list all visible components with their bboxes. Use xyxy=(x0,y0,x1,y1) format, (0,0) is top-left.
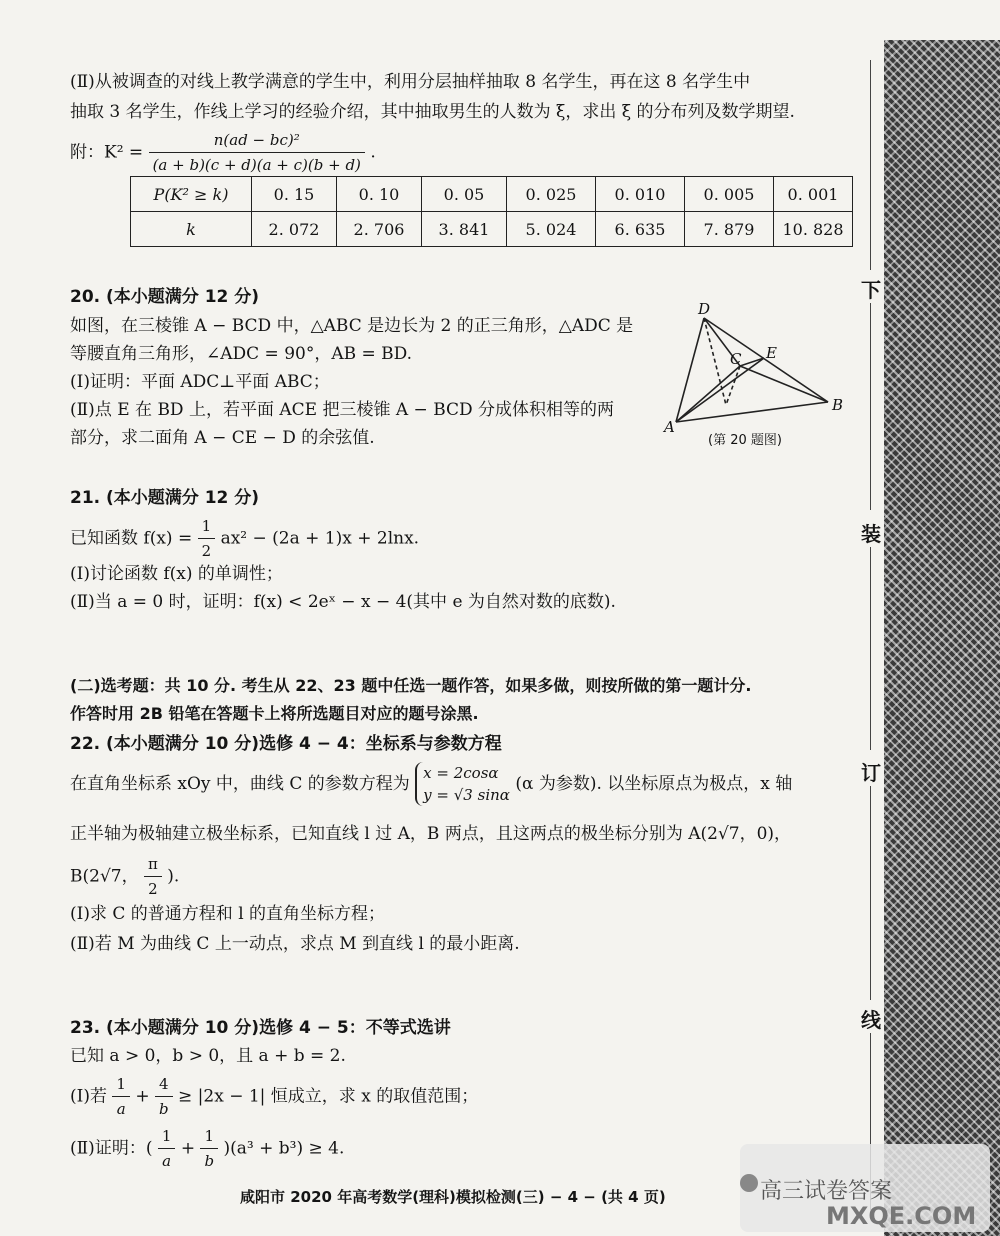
binding-line xyxy=(870,60,871,270)
q22-line3-a: B(2√7， xyxy=(70,866,139,887)
fraction-pi-over-2 xyxy=(144,852,162,901)
table-cell: 0. 010 xyxy=(596,177,685,212)
q23-p2-b: )(a³ + b³) ≥ 4. xyxy=(223,1138,345,1159)
label-B: B xyxy=(832,396,844,414)
figure-caption: (第 20 题图) xyxy=(708,433,782,448)
plus-sign: + xyxy=(135,1086,155,1107)
param-x: x = 2cosα xyxy=(423,764,499,782)
q19-part2-line1: (Ⅱ)从被调查的对线上教学满意的学生中，利用分层抽样抽取 8 名学生，再在这 8 名学生中 xyxy=(70,72,751,92)
k2-formula xyxy=(149,128,365,177)
frac-den: b xyxy=(159,1100,169,1118)
frac-num: π xyxy=(144,852,162,877)
q20-stem-line2: 等腰直角三角形，∠ADC = 90°，AB = BD. xyxy=(70,344,413,364)
frac-den: a xyxy=(162,1152,172,1170)
q23-p2-a: (Ⅱ)证明：( xyxy=(70,1138,153,1159)
table-cell: 5. 024 xyxy=(507,212,596,247)
param-y: y = √3 sinα xyxy=(423,786,510,804)
binding-line xyxy=(870,785,871,1000)
table-cell: 0. 001 xyxy=(774,177,853,212)
table-cell: 0. 15 xyxy=(252,177,337,212)
fraction-4-over-b xyxy=(155,1072,173,1121)
q22-stem-line2: 正半轴为极轴建立极坐标系，已知直线 l 过 A，B 两点，且这两点的极坐标分别为 A(2√7，0)， xyxy=(70,824,792,844)
q23-stem: 已知 a > 0，b > 0，且 a + b = 2. xyxy=(70,1046,346,1066)
binding-line xyxy=(870,545,871,750)
table-cell: 3. 841 xyxy=(422,212,507,247)
q23-p1-b: ≥ |2x − 1| 恒成立，求 x 的取值范围； xyxy=(178,1086,479,1107)
q23-p1-a: (Ⅰ)若 xyxy=(70,1086,107,1107)
k2-formula-denominator: (a + b)(c + d)(a + c)(b + d) xyxy=(152,156,361,174)
table-cell: 2. 706 xyxy=(337,212,422,247)
frac-den: 2 xyxy=(201,542,212,560)
frac-den: 2 xyxy=(148,880,158,898)
wechat-icon xyxy=(740,1174,758,1192)
table-row xyxy=(131,212,853,247)
parametric-equations xyxy=(415,762,510,806)
section2-line1: (二)选考题：共 10 分. 考生从 22、23 题中任选一题作答，如果多做，则按所做的第一题计分. xyxy=(70,676,752,695)
edge-DA xyxy=(676,318,704,422)
q19-appendix xyxy=(70,128,376,172)
q22-stem-b: (α 为参数). 以坐标原点为极点，x 轴 xyxy=(515,774,793,794)
fraction-1-over-a xyxy=(158,1124,176,1173)
k2-critical-value-table xyxy=(130,176,853,247)
q19-part2-line2: 抽取 3 名学生，作线上学习的经验介绍，其中抽取男生的人数为 ξ，求出 ξ 的分布列及数学期望. xyxy=(70,102,795,122)
label-C: C xyxy=(730,350,742,368)
q21-title: 21. (本小题满分 12 分) xyxy=(70,488,260,508)
k2-formula-numerator: n(ad − bc)² xyxy=(149,128,365,153)
table-head-k: k xyxy=(131,212,252,247)
q20-part2-line2: 部分，求二面角 A − CE − D 的余弦值. xyxy=(70,428,375,448)
frac-num: 1 xyxy=(198,514,216,539)
binding-line xyxy=(870,300,871,510)
q22-part2: (Ⅱ)若 M 为曲线 C 上一动点，求点 M 到直线 l 的最小距离. xyxy=(70,934,520,954)
section2-line2: 作答时用 2B 铅笔在答题卡上将所选题目对应的题号涂黑. xyxy=(70,704,479,723)
q21-stem-b: ax² − (2a + 1)x + 2lnx. xyxy=(220,528,420,549)
frac-num: 4 xyxy=(155,1072,173,1097)
q22-part1: (Ⅰ)求 C 的普通方程和 l 的直角坐标方程； xyxy=(70,904,386,924)
q20-title: 20. (本小题满分 12 分) xyxy=(70,287,260,307)
watermark-line2: MXQE.COM xyxy=(826,1202,977,1230)
page-footer: 咸阳市 2020 年高考数学(理科)模拟检测(三) − 4 − (共 4 页) xyxy=(240,1188,666,1206)
label-A: A xyxy=(664,418,675,436)
table-cell: 10. 828 xyxy=(774,212,853,247)
table-cell: 2. 072 xyxy=(252,212,337,247)
binding-char: 装 xyxy=(860,518,882,547)
frac-num: 1 xyxy=(200,1124,218,1149)
label-D: D xyxy=(698,300,711,318)
q20-part1: (Ⅰ)证明：平面 ADC⊥平面 ABC； xyxy=(70,372,330,392)
fraction-1-over-a xyxy=(112,1072,130,1121)
fraction-one-half xyxy=(198,514,216,563)
binding-char: 线 xyxy=(860,1004,882,1033)
edge-CE xyxy=(740,358,764,366)
appendix-label: 附：K² = xyxy=(70,142,144,163)
formula-end: . xyxy=(370,142,376,163)
q21-stem xyxy=(70,514,419,558)
table-cell: 6. 635 xyxy=(596,212,685,247)
q21-part2: (Ⅱ)当 a = 0 时，证明：f(x) < 2eˣ − x − 4(其中 e 为自然对数的底数). xyxy=(70,592,616,612)
q20-stem-line1: 如图，在三棱锥 A − BCD 中，△ABC 是边长为 2 的正三角形，△ADC 是 xyxy=(70,316,634,336)
q21-part1: (Ⅰ)讨论函数 f(x) 的单调性； xyxy=(70,564,283,584)
q23-part2 xyxy=(70,1124,344,1170)
q21-stem-a: 已知函数 f(x) = xyxy=(70,528,198,549)
watermark-line1: 高三试卷答案 xyxy=(760,1179,893,1204)
watermark xyxy=(740,1144,990,1232)
binding-char: 下 xyxy=(860,274,882,303)
table-row xyxy=(131,177,853,212)
table-cell: 7. 879 xyxy=(685,212,774,247)
frac-den: a xyxy=(116,1100,126,1118)
q22-stem-a: 在直角坐标系 xOy 中，曲线 C 的参数方程为 xyxy=(70,774,410,794)
q23-title: 23. (本小题满分 10 分)选修 4 − 5：不等式选讲 xyxy=(70,1018,451,1038)
plus-sign: + xyxy=(180,1138,201,1159)
table-head-p: P(K² ≥ k) xyxy=(131,177,252,212)
table-cell: 0. 005 xyxy=(685,177,774,212)
binding-char: 订 xyxy=(860,757,882,786)
q23-part1 xyxy=(70,1072,478,1118)
fraction-1-over-b xyxy=(200,1124,218,1173)
binding-strip xyxy=(858,40,884,1236)
tetrahedron-figure xyxy=(660,300,850,450)
q22-stem-line3 xyxy=(70,852,179,896)
table-cell: 0. 025 xyxy=(507,177,596,212)
q20-part2-line1: (Ⅱ)点 E 在 BD 上，若平面 ACE 把三棱锥 A − BCD 分成体积相等的两 xyxy=(70,400,615,420)
frac-den: b xyxy=(204,1152,215,1170)
q22-stem xyxy=(70,762,792,812)
frac-num: 1 xyxy=(112,1072,130,1097)
q22-title: 22. (本小题满分 10 分)选修 4 − 4：坐标系与参数方程 xyxy=(70,734,502,754)
frac-num: 1 xyxy=(158,1124,176,1149)
table-cell: 0. 10 xyxy=(337,177,422,212)
label-E: E xyxy=(766,344,777,362)
q22-line3-b: ). xyxy=(167,866,180,887)
table-cell: 0. 05 xyxy=(422,177,507,212)
